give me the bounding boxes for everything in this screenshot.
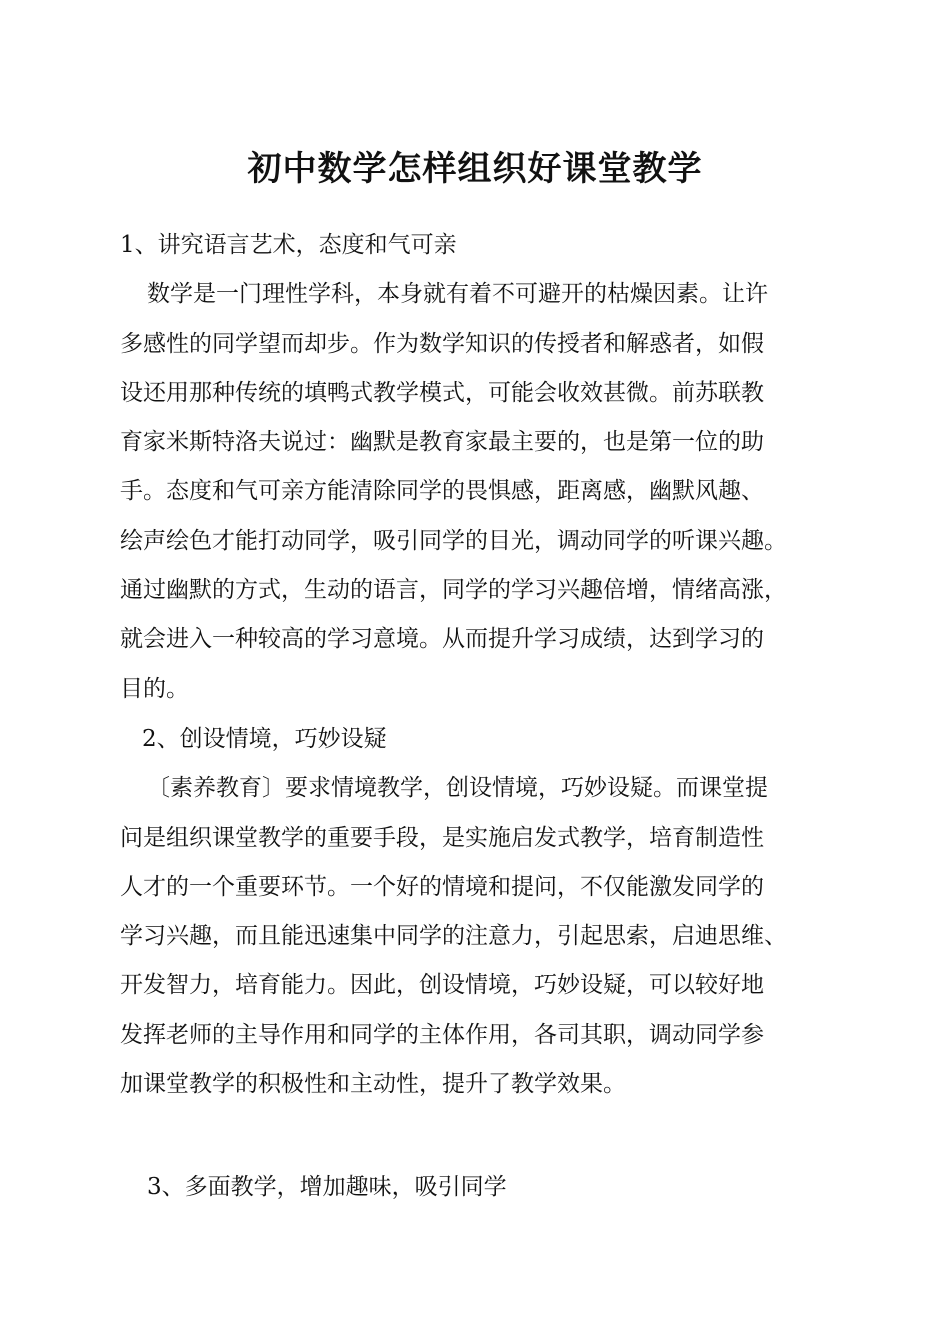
paragraph-line: 问是组织课堂教学的重要手段，是实施启发式教学，培育制造性 <box>120 824 764 851</box>
section-3 <box>120 1163 840 1212</box>
paragraph-line: 〔素养教育〕要求情境教学，创设情境，巧妙设疑。而课堂提 <box>147 775 768 802</box>
paragraph-line: 学习兴趣，而且能迅速集中同学的注意力，引起思索，启迪思维、 <box>120 923 787 950</box>
paragraph-line: 数学是一门理性学科，本身就有着不可避开的枯燥因素。让许 <box>147 281 768 308</box>
paragraph-line: 人才的一个重要环节。一个好的情境和提问，不仅能激发同学的 <box>120 873 764 900</box>
paragraph-line: 开发智力，培育能力。因此，创设情境，巧妙设疑，可以较好地 <box>120 972 764 999</box>
paragraph-line: 加课堂教学的积极性和主动性，提升了教学效果。 <box>120 1071 626 1098</box>
paragraph-line: 发挥老师的主导作用和同学的主体作用，各司其职，调动同学参 <box>120 1021 764 1048</box>
paragraph-line: 绘声绘色才能打动同学，吸引同学的目光，调动同学的听课兴趣。 <box>120 527 787 554</box>
paragraph-line: 育家米斯特洛夫说过：幽默是教育家最主要的，也是第一位的助 <box>120 429 764 456</box>
paragraph-line: 设还用那种传统的填鸭式教学模式，可能会收效甚微。前苏联教 <box>120 379 764 406</box>
section-2 <box>120 715 840 1109</box>
section-1-heading: 1、讲究语言艺术，态度和气可亲 <box>120 232 457 258</box>
paragraph-line: 多感性的同学望而却步。作为数学知识的传授者和解惑者，如假 <box>120 330 764 357</box>
document-title: 初中数学怎样组织好课堂教学 <box>247 149 703 189</box>
paragraph-line: 手。态度和气可亲方能清除同学的畏惧感，距离感，幽默风趣、 <box>120 478 764 505</box>
section-2-heading: 2、创设情境，巧妙设疑 <box>142 726 387 752</box>
section-3-heading: 3、多面教学，增加趣味，吸引同学 <box>147 1174 507 1200</box>
paragraph-line: 通过幽默的方式，生动的语言，同学的学习兴趣倍增，情绪高涨， <box>120 577 787 604</box>
paragraph-line: 就会进入一种较高的学习意境。从而提升学习成绩，达到学习的 <box>120 626 764 653</box>
paragraph-line: 目的。 <box>120 675 189 702</box>
section-1 <box>120 221 840 714</box>
